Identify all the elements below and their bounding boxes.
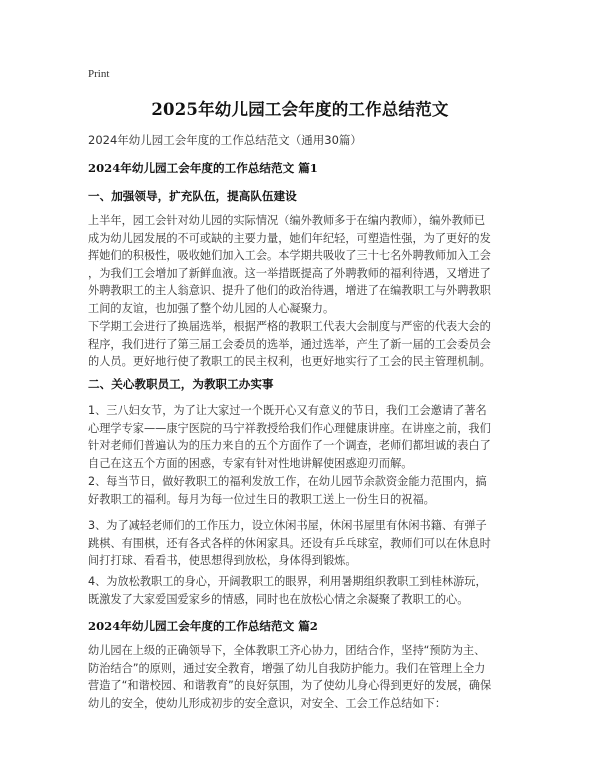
text-line: 的人员。更好地行使了教职工的民主权利，也更好地实行了工会的民主管理机制。 — [88, 355, 491, 369]
text-line: 自己在这五个方面的困惑，专家有针对性地讲解使困惑迎刃而解。 — [88, 456, 413, 470]
text-line: 既激发了大家爱国爱家乡的情感，同时也在放松心情之余凝聚了教职工的心。 — [88, 592, 469, 606]
paragraph-2 — [88, 318, 516, 371]
text-line: 上半年，园工会针对幼儿园的实际情况（编外教师多于在编内教师），编外教师已 — [88, 214, 486, 227]
paragraph-1 — [88, 212, 516, 318]
text-line: 挥她们的积极性，吸收她们加入工会。本学期共吸收了三十七名外聘教师加入工会 — [88, 249, 491, 263]
document-subtitle: 2024年幼儿园工会年度的工作总结范文（通用30篇） — [88, 133, 362, 147]
text-line: 3、为了减轻老师们的工作压力，设立休闲书屋，休闲书屋里有休闲书籍、有弹子 — [88, 519, 487, 532]
text-line: 间打打球、看看书，使思想得到放松，身体得到锻炼。 — [88, 554, 357, 568]
text-line: 幼儿的安全，使幼儿形成初步的安全意识，对安全、工会工作总结如下： — [88, 696, 447, 710]
paragraph-7 — [88, 642, 516, 712]
text-line: ，为我们工会增加了新鲜血液。这一举措既提高了外聘教师的福利待遇，又增进了 — [88, 266, 491, 280]
text-line: 针对老师们普遍认为的压力来自的五个方面作了一个调查，老师们都坦诚的表白了 — [88, 439, 491, 453]
print-label[interactable]: Print — [88, 68, 110, 80]
text-line: 4、为放松教职工的身心，开阔教职工的眼界，利用暑期组织教职工到桂林游玩， — [88, 575, 487, 588]
subsection-heading-1: 一、加强领导，扩充队伍，提高队伍建设 — [88, 189, 297, 203]
text-line: 防治结合”的原则，通过安全教育，增强了幼儿自我防护能力。我们在管理上全力 — [88, 661, 486, 675]
text-line: 好教职工的福利。每月为每一位过生日的教职工送上一份生日的祝福。 — [88, 492, 435, 506]
paragraph-3 — [88, 402, 516, 472]
text-line: 2、每当节日，做好教职工的福利发放工作，在幼儿园节余款资金能力范围内，搞 — [88, 475, 487, 488]
paragraph-5 — [88, 517, 516, 570]
text-line: 工间的友谊，也加强了整个幼儿园的人心凝聚力。 — [88, 301, 335, 315]
text-line: 幼儿园在上级的正确领导下，全体教职工齐心协力，团结合作，坚持“预防为主、 — [88, 644, 486, 657]
text-line: 心理学专家——康宁医院的马宁祥教授给我们作心理健康讲座。在讲座之前，我们 — [88, 421, 491, 435]
paragraph-4 — [88, 473, 516, 508]
text-line: 跳棋、有围棋，还有各式各样的休闲家具。还设有乒乓球室，教师们可以在休息时 — [88, 536, 491, 550]
paragraph-6 — [88, 573, 516, 608]
text-line: 下学期工会进行了换届选举，根据严格的教职工代表大会制度与严密的代表大会的 — [88, 320, 491, 333]
text-line: 程序，我们进行了第三届工会委员的选举，通过选举，产生了新一届的工会委员会 — [88, 337, 491, 351]
text-line: 成为幼儿园发展的不可或缺的主要力量，她们年纪轻，可塑造性强，为了更好的发 — [88, 231, 491, 245]
section-heading-2: 2024年幼儿园工会年度的工作总结范文 篇2 — [88, 619, 318, 633]
subsection-heading-2: 二、关心教职员工，为教职工办实事 — [88, 377, 274, 391]
section-heading-1: 2024年幼儿园工会年度的工作总结范文 篇1 — [88, 161, 318, 175]
text-line: 1、三八妇女节，为了让大家过一个既开心又有意义的节日，我们工会邀请了著名 — [88, 404, 487, 417]
text-line: 营造了“和谐校园、和谐教育”的良好氛围，为了使幼儿身心得到更好的发展，确保 — [88, 679, 492, 693]
page-title: 2025年幼儿园工会年度的工作总结范文 — [151, 100, 449, 119]
text-line: 外聘教职工的主人翁意识、提升了他们的政治待遇，增进了在编教职工与外聘教职 — [88, 284, 491, 298]
